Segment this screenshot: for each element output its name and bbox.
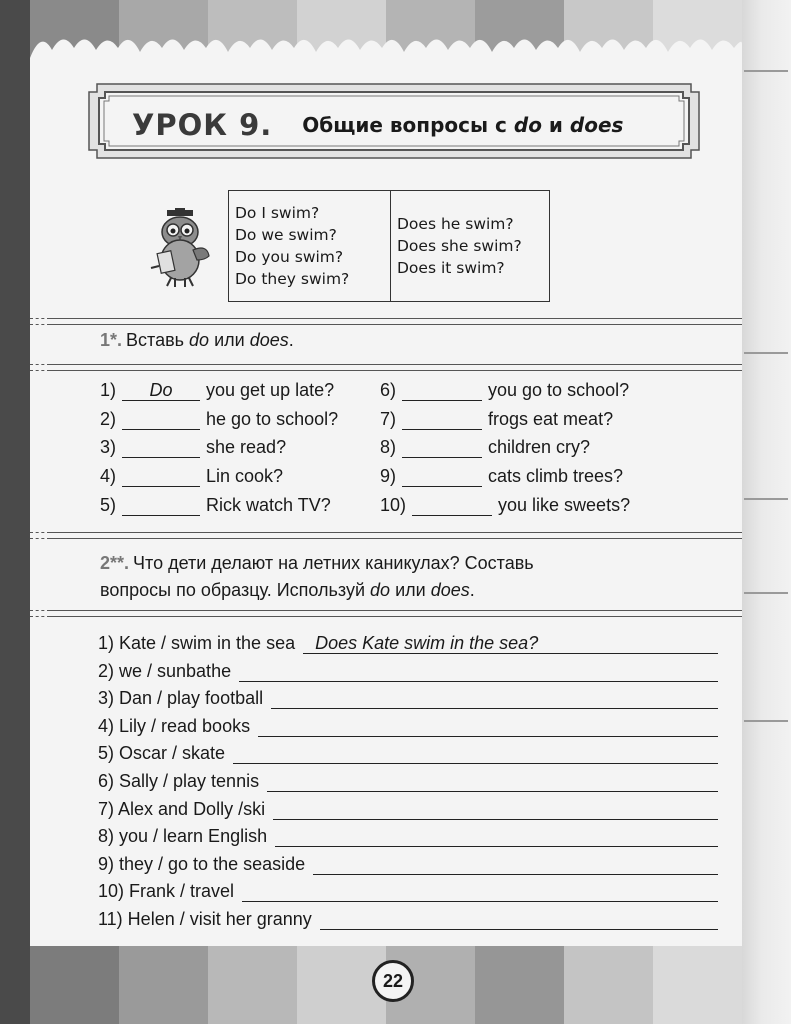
answer-line[interactable] bbox=[273, 799, 718, 820]
item-text: cats climb trees? bbox=[488, 466, 624, 486]
divider-dashes bbox=[30, 610, 50, 617]
item-text: frogs eat meat? bbox=[488, 409, 614, 429]
task2-row bbox=[98, 709, 718, 737]
task1-row bbox=[30, 409, 742, 437]
page-number: 22 bbox=[372, 960, 414, 1002]
item-text: he go to school? bbox=[206, 409, 339, 429]
answer-blank[interactable] bbox=[122, 409, 200, 430]
grammar-line: Does she swim? bbox=[397, 237, 522, 255]
adjacent-page-edge bbox=[742, 0, 791, 1024]
task2-row bbox=[98, 736, 718, 764]
owl-teacher-illustration bbox=[145, 208, 215, 290]
item-text: Rick watch TV? bbox=[206, 495, 331, 515]
header-wave bbox=[30, 30, 742, 80]
task1-row bbox=[30, 380, 742, 408]
grammar-table bbox=[228, 190, 550, 302]
task1-row bbox=[30, 466, 742, 494]
divider-dashes bbox=[30, 532, 50, 539]
answer-line[interactable] bbox=[313, 854, 718, 875]
lesson-number: УРОК 9. bbox=[132, 108, 273, 142]
grammar-line: Do we swim? bbox=[235, 226, 337, 244]
item-text: you get up late? bbox=[206, 380, 335, 400]
answer-line[interactable] bbox=[275, 826, 718, 847]
item-number: 5) bbox=[100, 495, 117, 515]
answer-line[interactable] bbox=[320, 909, 718, 930]
answer-line[interactable] bbox=[239, 661, 718, 682]
task1-instruction: 1*. Вставь do или does. bbox=[100, 330, 294, 350]
task2-row bbox=[98, 902, 718, 930]
task2-row bbox=[98, 681, 718, 709]
answer-line[interactable] bbox=[258, 716, 718, 737]
answer-blank[interactable] bbox=[122, 437, 200, 458]
task1-item bbox=[380, 409, 613, 430]
item-number: 1) bbox=[100, 380, 117, 400]
answer-line[interactable] bbox=[271, 688, 718, 709]
answer-blank[interactable] bbox=[402, 466, 482, 487]
answer-line[interactable] bbox=[267, 771, 718, 792]
item-text: Lin cook? bbox=[206, 466, 284, 486]
task1-item bbox=[100, 409, 338, 430]
question-prompt: 2) we / sunbathe bbox=[98, 660, 232, 681]
item-text: you like sweets? bbox=[498, 495, 631, 515]
answer-blank[interactable]: Do bbox=[122, 380, 200, 401]
divider-dashes bbox=[30, 318, 50, 325]
task1-item bbox=[100, 466, 283, 487]
task1-item bbox=[380, 466, 623, 487]
task1-row bbox=[30, 495, 742, 523]
item-number: 2) bbox=[100, 409, 117, 429]
task2-row bbox=[98, 819, 718, 847]
answer-line[interactable] bbox=[242, 881, 718, 902]
task2-row bbox=[98, 847, 718, 875]
answer-blank[interactable] bbox=[402, 409, 482, 430]
task1-item bbox=[100, 380, 334, 401]
item-number: 4) bbox=[100, 466, 117, 486]
question-prompt: 11) Helen / visit her granny bbox=[98, 909, 312, 929]
question-prompt: 7) Alex and Dolly /ski bbox=[98, 798, 266, 819]
item-number: 10) bbox=[380, 495, 407, 515]
grammar-col-does bbox=[391, 191, 549, 301]
question-prompt: 10) Frank / travel bbox=[98, 881, 235, 902]
item-number: 3) bbox=[100, 437, 117, 457]
answer-line[interactable] bbox=[233, 743, 718, 764]
lesson-topic: Общие вопросы с do и does bbox=[302, 113, 624, 137]
answer-blank[interactable] bbox=[122, 466, 200, 487]
item-number: 9) bbox=[380, 466, 397, 486]
workbook-page bbox=[30, 0, 742, 1024]
question-prompt: 6) Sally / play tennis bbox=[98, 771, 260, 791]
item-text: children cry? bbox=[488, 437, 591, 457]
task2-row bbox=[98, 874, 718, 902]
question-prompt: 4) Lily / read books bbox=[98, 715, 251, 736]
question-prompt: 8) you / learn English bbox=[98, 826, 268, 847]
grammar-line: Do you swim? bbox=[235, 248, 344, 266]
item-number: 6) bbox=[380, 380, 397, 400]
item-text: you go to school? bbox=[488, 380, 630, 400]
answer-line[interactable]: Does Kate swim in the sea? bbox=[303, 633, 718, 654]
answer-blank[interactable] bbox=[402, 437, 482, 458]
answer-blank[interactable] bbox=[412, 495, 492, 516]
task1-item bbox=[380, 380, 629, 401]
answer-blank[interactable] bbox=[402, 380, 482, 401]
task2-instruction: 2**. Что дети делают на летних каникулах? Составь вопросы по образцу. Используй do или does. bbox=[100, 553, 534, 600]
task2-row bbox=[98, 764, 718, 792]
question-prompt: 5) Oscar / skate bbox=[98, 743, 226, 764]
grammar-line: Do I swim? bbox=[235, 204, 320, 222]
task2-row bbox=[98, 626, 718, 654]
item-number: 7) bbox=[380, 409, 397, 429]
item-number: 8) bbox=[380, 437, 397, 457]
grammar-line: Does he swim? bbox=[397, 215, 514, 233]
grammar-line: Does it swim? bbox=[397, 259, 505, 277]
divider-dashes bbox=[30, 364, 50, 371]
question-prompt: 9) they / go to the seaside bbox=[98, 853, 306, 874]
grammar-line: Do they swim? bbox=[235, 270, 350, 288]
title-bar bbox=[108, 100, 686, 150]
task1-item bbox=[380, 437, 590, 458]
task1-item bbox=[100, 437, 286, 458]
question-prompt: 3) Dan / play football bbox=[98, 688, 264, 709]
question-prompt: 1) Kate / swim in the sea bbox=[98, 633, 296, 653]
answer-blank[interactable] bbox=[122, 495, 200, 516]
task1-row bbox=[30, 437, 742, 465]
divider bbox=[48, 364, 742, 371]
task1-item bbox=[100, 495, 331, 516]
divider bbox=[48, 318, 742, 325]
divider bbox=[48, 532, 742, 539]
task2-row bbox=[98, 654, 718, 682]
divider bbox=[48, 610, 742, 617]
item-text: she read? bbox=[206, 437, 287, 457]
task2-row bbox=[98, 792, 718, 820]
grammar-col-do bbox=[229, 191, 391, 301]
task1-item bbox=[380, 495, 630, 516]
